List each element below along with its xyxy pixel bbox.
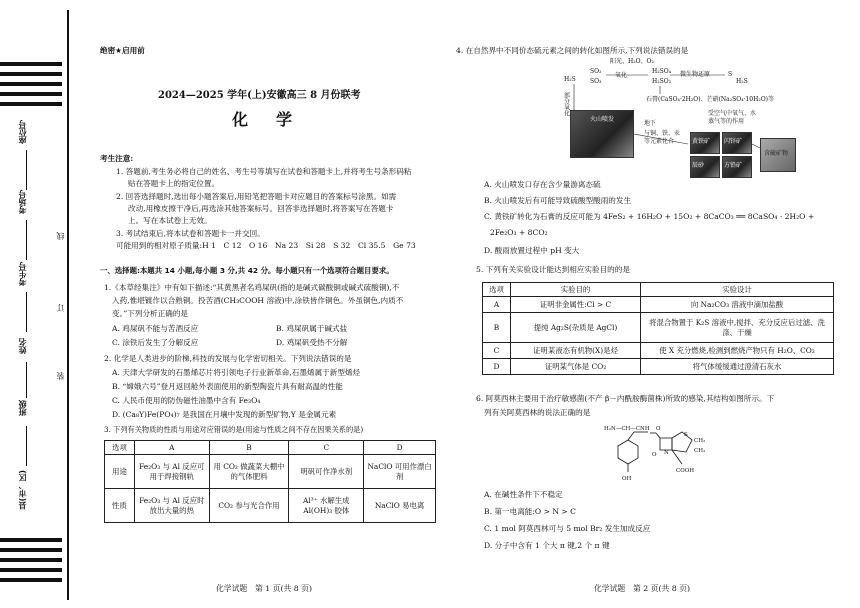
- side-label-room: 考场号: [18, 190, 27, 214]
- q3-stem: 3. 下列有关物质的性质与用途对应错误的是(用途与性质之间不存在因果关系的是): [104, 425, 364, 434]
- table-cell: 明矾可作净水剂: [289, 455, 364, 489]
- q4-option-c: C. 黄铁矿转化为石膏的反应可能为 4FeS₂ + 16H₂O + 15O₂ + 8CaCO₃ ══ 8CaSO₄ · 2H₂O +: [484, 212, 815, 221]
- fig-label: H₂S: [736, 78, 748, 85]
- table-cell: 证明某气体是 CO₂: [511, 359, 641, 375]
- q2-option-d: D. (Ca₈Y)Fe(PO₄)₇ 是我国在月壤中发现的新型矿物,Y 是金属元素: [112, 410, 337, 419]
- figure-arrows: [560, 58, 800, 196]
- underline: [26, 220, 27, 260]
- table-cell: NaClO 易电离: [364, 489, 436, 523]
- table-header: D: [364, 441, 436, 455]
- svg-text:CH₃: CH₃: [694, 438, 706, 444]
- notes-heading: 考生注意:: [100, 154, 134, 163]
- q6-option-d: D. 分子中含有 1 个大 π 键,2 个 π 键: [484, 541, 610, 550]
- q3-table: [104, 440, 436, 523]
- q6-option-a: A. 在碱性条件下不稳定: [484, 490, 563, 499]
- table-cell: 性质: [105, 489, 135, 523]
- side-label-id: 考生号: [18, 262, 27, 286]
- q4-option-b: B. 火山喷发后有可能导致硫酸型酸雨的发生: [484, 196, 632, 205]
- table-cell: CO₂ 参与光合作用: [209, 489, 289, 523]
- bar: [0, 92, 62, 96]
- note-line: 1. 答题前,考生务必将自己的姓名、考生号等填写在试卷和答题卡上,并将考生号条形码粘: [116, 167, 412, 176]
- q1-stem: 1.《本草经集注》中有如下描述:“其黄黑者名鸡屎矾(指的是碱式碳酸铜或碱式硫酸铜),不: [104, 283, 400, 292]
- fig-label: 含硫矿物: [764, 150, 789, 157]
- seal-line: 线: [56, 232, 65, 240]
- sulfur-cycle-figure: [560, 58, 800, 196]
- page-footer-right: 化学试题 第 2 页(共 8 页): [594, 584, 691, 593]
- svg-text:S: S: [684, 432, 688, 438]
- seal-pack: 装: [56, 372, 65, 380]
- q6-stem: 6. 阿莫西林主要用于治疗敏感菌(不产 β－内酰胺酶菌株)所致的感染,其结构如图所示。下: [476, 394, 775, 403]
- fig-label: 火山喷发: [590, 116, 615, 123]
- table-cell: 证明非金属性:Cl > C: [511, 297, 641, 313]
- svg-text:OH: OH: [622, 476, 632, 482]
- table-header: B: [209, 441, 289, 455]
- table-cell: D: [483, 359, 511, 375]
- note-line: 上。写在本试卷上无效。: [128, 216, 212, 225]
- section-heading: 一、选择题:本题共 14 小题,每小题 3 分,共 42 分。每小题只有一个选项符合题目要求。: [100, 266, 394, 275]
- seal-bind: 订: [56, 304, 65, 312]
- table-cell: 用 CO₂ 做蔬菜大棚中的气体肥料: [209, 455, 289, 489]
- q4-option-c-cont: 2Fe₂O₃ + 8CO₂: [490, 228, 548, 237]
- fig-label: 方铅矿: [724, 162, 743, 169]
- q6-option-c: C. 1 mol 阿莫西林可与 5 mol Br₂ 发生加成反应: [484, 524, 651, 533]
- fig-label: 与铜、铁、汞等元素化合: [644, 130, 681, 145]
- table-cell: Al³⁺ 水解生成 Al(OH)₃ 胶体: [289, 489, 364, 523]
- note-line: 3. 考试结束后,将本试卷和答题卡一并交回。: [116, 229, 265, 238]
- q4-option-a: A. 火山喷发口存在含少量游离态硫: [484, 180, 601, 189]
- q4-option-d: D. 酸雨放置过程中 pH 变大: [484, 246, 580, 255]
- bar: [0, 548, 62, 552]
- binding-line: [67, 10, 69, 600]
- table-cell: Fe₂O₃ 与 Al 反应可用于焊接钢轨: [134, 455, 209, 489]
- table-header: 选项: [483, 283, 511, 297]
- table-cell: 提纯 Ag₂S(杂质是 AgCl): [511, 313, 641, 343]
- bar: [0, 102, 62, 106]
- q1-option-b: B. 鸡屎矾属于碱式盐: [276, 324, 348, 333]
- fig-label: 氧化: [615, 72, 628, 79]
- table-cell: NaClO 可用作漂白剂: [364, 455, 436, 489]
- q6-option-b: B. 第一电离能:O > N > C: [484, 507, 576, 516]
- q2-stem: 2. 化学是人类进步的阶梯,科技的发展与化学密切相关。下列说法错误的是: [104, 354, 352, 363]
- table-cell: 向 Na₂CO₃ 溶液中滴加盐酸: [641, 297, 834, 313]
- page-footer-left: 化学试题 第 1 页(共 8 页): [216, 584, 313, 593]
- amoxicillin-structure: [600, 424, 720, 486]
- q1-option-c: C. 涂铁后发生了分解反应: [112, 338, 199, 347]
- side-label-class: 班级: [18, 400, 27, 416]
- note-line: 2. 回答选择题时,选出每小题答案后,用铅笔把答题卡对应题目的答案标号涂黑。如需: [116, 192, 397, 201]
- svg-text:H₂N—CH—CNH: H₂N—CH—CNH: [604, 426, 650, 432]
- fig-label: 地下: [644, 120, 657, 127]
- fig-label: H₂S: [564, 76, 576, 83]
- q5-table: [482, 282, 834, 375]
- q6-stem: 列有关阿莫西林的说法正确的是: [484, 408, 591, 417]
- side-label-county: 县(市、区): [18, 470, 27, 510]
- fig-label: SO₂: [590, 68, 602, 75]
- side-label-name: 姓名: [18, 338, 27, 354]
- q1-option-d: D. 鸡屎矾受热不分解: [276, 338, 348, 347]
- bar: [0, 568, 62, 572]
- q4-stem: 4. 在自然界中不同价态硫元素之间的转化如图所示,下列说法错误的是: [456, 46, 689, 55]
- fig-label: 辰砂: [692, 162, 705, 169]
- svg-text:N: N: [664, 450, 669, 456]
- underline: [26, 426, 27, 466]
- q1-option-a: A. 鸡屎矾不能与苦酒反应: [112, 324, 199, 333]
- fig-label: H₂SO₃: [652, 78, 672, 85]
- fig-label: S: [728, 71, 733, 78]
- q2-option-b: B. “嫦娥六号”登月返回舱外表面使用的新型陶瓷片具有耐高温的性能: [112, 382, 343, 391]
- q5-stem: 5. 下列有关实验设计能达到相应实验目的的是: [476, 265, 630, 274]
- fig-label: 黄铁矿: [692, 138, 711, 145]
- note-line: 改动,用橡皮擦干净后,再选涂其他答案标号。回答非选择题时,将答案写在答题卡: [128, 204, 394, 213]
- table-cell: 证明某液态有机物(X)是烃: [511, 343, 641, 359]
- bar: [0, 558, 62, 562]
- q1-stem: 变。”下列分析正确的是: [112, 309, 189, 318]
- underline: [26, 292, 27, 332]
- exam-title: 2024—2025 学年(上)安徽高三 8 月份联考: [158, 90, 361, 101]
- table-header: 实验设计: [641, 283, 834, 297]
- q2-option-c: C. 人民币使用的防伪磁性油墨中含有 Fe₃O₄: [112, 396, 261, 405]
- table-header: 选项: [105, 441, 135, 455]
- svg-text:O: O: [652, 452, 657, 458]
- table-header: 实验目的: [511, 283, 641, 297]
- fig-label: SO₃: [590, 78, 602, 85]
- q2-option-a: A. 天津大学研发的石墨烯芯片将引领电子行业新革命,石墨烯属于新型烯烃: [112, 368, 361, 377]
- bar: [0, 578, 62, 582]
- underline: [26, 150, 27, 190]
- note-line: 贴在答题卡上的指定位置。: [128, 179, 220, 188]
- fig-label: 阳光、H₂O、O₂: [610, 58, 654, 65]
- bar: [0, 538, 62, 542]
- table-cell: C: [483, 343, 511, 359]
- fig-label: 受空气中氧气、水蒸气等的作用: [708, 110, 757, 125]
- svg-text:CH₃: CH₃: [694, 448, 706, 454]
- side-label-seat: 座位号: [18, 120, 27, 144]
- fig-label: 微生物还原: [680, 71, 711, 78]
- fig-label: 石膏(CaSO₄·2H₂O)、芒硝(Na₂SO₄·10H₂O)等: [646, 96, 775, 103]
- table-header: C: [289, 441, 364, 455]
- table-cell: Fe₂O₃ 与 Al 反应时放出大量的热: [134, 489, 209, 523]
- table-cell: 使 X 充分燃烧,检测到燃烧产物只有 H₂O、CO₂: [641, 343, 834, 359]
- table-cell: 将混合物置于 K₂S 溶液中,搅拌、充分反应后过滤、洗涤、干燥: [641, 313, 834, 343]
- svg-text:O: O: [656, 426, 661, 432]
- bar: [0, 72, 62, 76]
- bar: [0, 62, 62, 66]
- table-cell: B: [483, 313, 511, 343]
- fig-label: H₂SO₄: [652, 68, 672, 75]
- bar: [0, 82, 62, 86]
- fig-label: 部分氧化: [562, 92, 570, 116]
- table-cell: 将气体缓缓通过澄清石灰水: [641, 359, 834, 375]
- fig-label: 闪锌矿: [724, 138, 743, 145]
- table-cell: 用途: [105, 455, 135, 489]
- atomic-masses: 可能用到的相对原子质量:H 1 C 12 O 16 Na 23 Si 28 S 32 Cl 35.5 Ge 73: [116, 241, 416, 250]
- table-header: A: [134, 441, 209, 455]
- table-cell: A: [483, 297, 511, 313]
- subject-title: 化 学: [232, 110, 299, 129]
- q1-stem: 入药,惟堪镀作以合熟铜。投苦酒(CH₃COOH 溶液)中,涂铁皆作铜色。外虽铜色,内质不: [112, 296, 404, 305]
- underline: [26, 362, 27, 398]
- svg-text:COOH: COOH: [676, 468, 695, 474]
- secret-mark: 绝密★启用前: [100, 46, 145, 55]
